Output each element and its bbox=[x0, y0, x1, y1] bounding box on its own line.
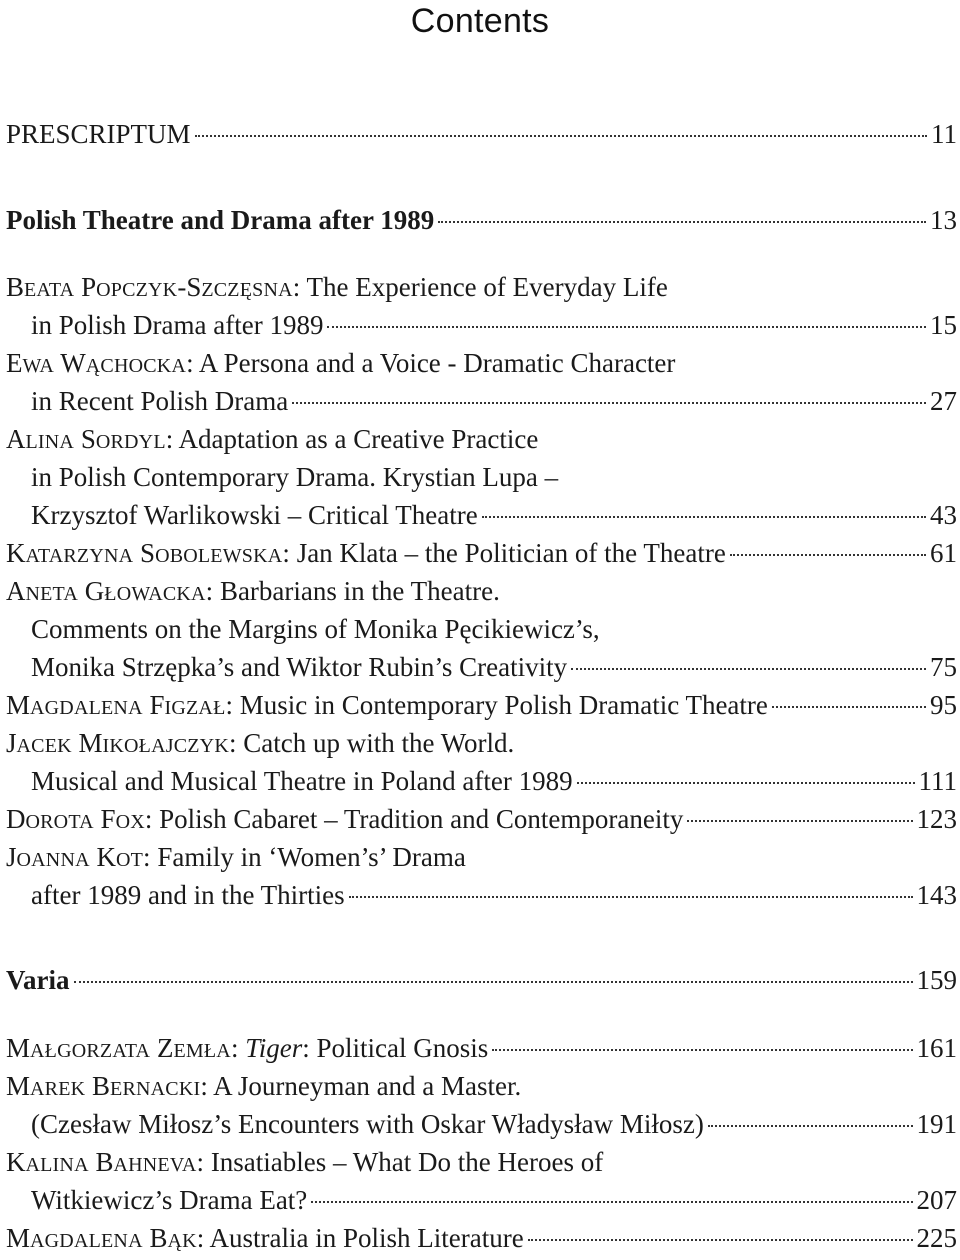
toc-entry-line[interactable] bbox=[31, 1181, 957, 1219]
entry-author: JOANNA KOT: Family in ‘Women’s’ Drama bbox=[6, 842, 466, 872]
dot-leader bbox=[74, 981, 913, 983]
entry-title: A Journeyman and a Master. bbox=[213, 1071, 522, 1101]
dot-leader bbox=[482, 516, 926, 518]
entry-title: Family in ‘Women’s’ Drama bbox=[157, 842, 466, 872]
toc-page-number: 161 bbox=[916, 1033, 957, 1063]
toc-entry-line[interactable] bbox=[31, 762, 957, 800]
toc-entry-line[interactable] bbox=[6, 1029, 957, 1067]
toc-entry-line[interactable] bbox=[31, 610, 957, 648]
toc-entry-line[interactable] bbox=[6, 344, 957, 382]
toc-page-number: 207 bbox=[916, 1185, 957, 1215]
toc-entry-line[interactable] bbox=[6, 800, 957, 838]
toc-entry-line[interactable] bbox=[6, 420, 957, 458]
entry-author: BEATA POPCZYK-SZCZĘSNA: The Experience of Everyday Life bbox=[6, 272, 668, 302]
toc-entry-title: PRESCRIPTUM bbox=[6, 119, 191, 149]
entry-title: Witkiewicz’s Drama Eat? bbox=[31, 1185, 308, 1215]
toc-entry-line[interactable] bbox=[6, 686, 957, 724]
entry-title: Krzysztof Warlikowski – Critical Theatre bbox=[31, 500, 478, 530]
toc-entry-line[interactable] bbox=[6, 1067, 957, 1105]
dot-leader bbox=[492, 1049, 912, 1051]
entry-title-italic: Tiger bbox=[245, 1033, 303, 1063]
entry-title: Barbarians in the Theatre. bbox=[219, 576, 500, 606]
entry-author: ALINA SORDYL: Adaptation as a Creative Practice bbox=[6, 424, 539, 454]
toc-entry-line[interactable] bbox=[31, 382, 957, 420]
toc-page-number: 143 bbox=[916, 880, 957, 910]
entry-author: KATARZYNA SOBOLEWSKA: Jan Klata – the Politician of the Theatre bbox=[6, 538, 726, 568]
toc-entry-line[interactable] bbox=[31, 306, 957, 344]
toc-entry-line[interactable] bbox=[31, 458, 957, 496]
toc-page-number: 225 bbox=[916, 1223, 957, 1253]
dot-leader bbox=[730, 554, 926, 556]
toc-page-number: 95 bbox=[930, 690, 957, 720]
entry-title: in Polish Drama after 1989 bbox=[31, 310, 324, 340]
entry-title: : Political Gnosis bbox=[302, 1033, 489, 1063]
dot-leader bbox=[438, 221, 926, 223]
toc-page-number: 43 bbox=[930, 500, 957, 530]
entry-title: Jan Klata – the Politician of the Theatre bbox=[296, 538, 726, 568]
page-title: Contents bbox=[410, 2, 550, 40]
dot-leader bbox=[292, 402, 926, 404]
entry-author: MAGDALENA BĄK: Australia in Polish Literature bbox=[6, 1223, 524, 1253]
toc-entry-line[interactable] bbox=[31, 876, 957, 914]
entry-title: Insatiables – What Do the Heroes of bbox=[210, 1147, 604, 1177]
toc-page-number: 15 bbox=[930, 310, 957, 340]
dot-leader bbox=[772, 706, 926, 708]
entry-title: Australia in Polish Literature bbox=[209, 1223, 524, 1253]
dot-leader bbox=[571, 668, 926, 670]
toc-section-heading[interactable] bbox=[6, 201, 957, 239]
entry-author: ANETA GŁOWACKA: Barbarians in the Theatre. bbox=[6, 576, 500, 606]
entry-title: Polish Cabaret – Tradition and Contemporaneity bbox=[159, 804, 684, 834]
entry-author: MAŁGORZATA ZEMŁA: Tiger: Political Gnosis bbox=[6, 1033, 489, 1063]
entry-author: JACEK MIKOŁAJCZYK: Catch up with the World. bbox=[6, 728, 515, 758]
entry-title: in Recent Polish Drama bbox=[31, 386, 289, 416]
toc-page-number: 11 bbox=[931, 119, 957, 149]
toc-page-number: 159 bbox=[916, 965, 957, 995]
toc-entry-prescriptum[interactable] bbox=[6, 115, 957, 153]
toc-entry-line[interactable] bbox=[6, 572, 957, 610]
toc-entry-line[interactable] bbox=[6, 1219, 957, 1257]
entry-author: KALINA BAHNEVA: Insatiables – What Do the Heroes of bbox=[6, 1147, 604, 1177]
toc-entry-line[interactable] bbox=[31, 496, 957, 534]
entry-title: Music in Contemporary Polish Dramatic Theatre bbox=[239, 690, 768, 720]
toc-page-number: 191 bbox=[916, 1109, 957, 1139]
dot-leader bbox=[311, 1201, 912, 1203]
dot-leader bbox=[687, 820, 912, 822]
toc-entry-line[interactable] bbox=[6, 724, 957, 762]
section-title: Varia bbox=[6, 965, 70, 995]
entry-author: EWA WĄCHOCKA: A Persona and a Voice - Dramatic Character bbox=[6, 348, 676, 378]
toc-entry-line[interactable] bbox=[6, 838, 957, 876]
dot-leader bbox=[327, 326, 926, 328]
entry-author: MAGDALENA FIGZAŁ: Music in Contemporary Polish Dramatic Theatre bbox=[6, 690, 768, 720]
toc-entry-line[interactable] bbox=[31, 1105, 957, 1143]
toc-page-number: 61 bbox=[930, 538, 957, 568]
section-title: Polish Theatre and Drama after 1989 bbox=[6, 205, 435, 235]
entry-title: (Czesław Miłosz’s Encounters with Oskar Władysław Miłosz) bbox=[31, 1109, 704, 1139]
entry-title: after 1989 and in the Thirties bbox=[31, 880, 345, 910]
toc-section-heading[interactable] bbox=[6, 961, 957, 999]
dot-leader bbox=[349, 896, 913, 898]
toc-entry-line[interactable] bbox=[6, 268, 957, 306]
entry-title: Adaptation as a Creative Practice bbox=[178, 424, 539, 454]
entry-title: Monika Strzępka’s and Wiktor Rubin’s Creativity bbox=[31, 652, 568, 682]
entry-title: in Polish Contemporary Drama. Krystian Lupa – bbox=[31, 462, 559, 492]
entry-title: Musical and Musical Theatre in Poland after 1989 bbox=[31, 766, 573, 796]
toc-page-number: 75 bbox=[930, 652, 957, 682]
entry-author: DOROTA FOX: Polish Cabaret – Tradition and Contemporaneity bbox=[6, 804, 684, 834]
dot-leader bbox=[195, 135, 927, 137]
toc-page-number: 111 bbox=[918, 766, 957, 796]
toc-page-number: 123 bbox=[916, 804, 957, 834]
dot-leader bbox=[708, 1125, 913, 1127]
toc-entry-line[interactable] bbox=[6, 534, 957, 572]
entry-author: MAREK BERNACKI: A Journeyman and a Master. bbox=[6, 1071, 522, 1101]
entry-title: Catch up with the World. bbox=[243, 728, 515, 758]
dot-leader bbox=[577, 782, 915, 784]
dot-leader bbox=[528, 1239, 913, 1241]
entry-title: Comments on the Margins of Monika Pęcikiewicz’s, bbox=[31, 614, 600, 644]
toc-page-number: 27 bbox=[930, 386, 957, 416]
toc-entry-line[interactable] bbox=[31, 648, 957, 686]
toc-entry-line[interactable] bbox=[6, 1143, 957, 1181]
entry-title: The Experience of Everyday Life bbox=[306, 272, 668, 302]
entry-title: A Persona and a Voice - Dramatic Character bbox=[198, 348, 676, 378]
toc-page-number: 13 bbox=[930, 205, 957, 235]
